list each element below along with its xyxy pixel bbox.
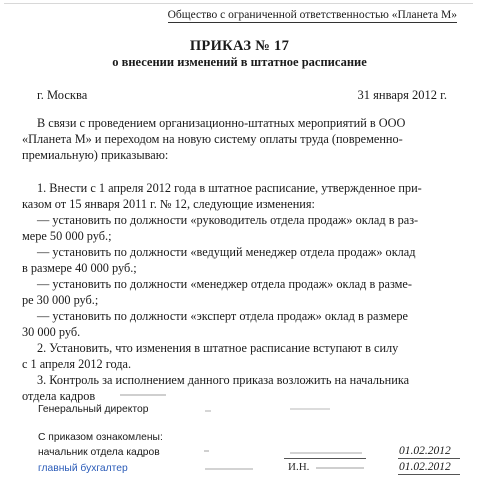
hr-head-label: начальник отдела кадров <box>38 447 160 458</box>
accountant-sign-date: 01.02.2012 <box>399 461 451 473</box>
redacted-name <box>290 408 330 410</box>
director-label: Генеральный директор <box>38 404 149 415</box>
item3-line: 3. Контроль за исполнением данного приказа возложить на начальника <box>37 373 410 387</box>
preamble-line: премиальную) приказываю: <box>22 148 169 162</box>
redacted-name <box>316 467 364 469</box>
organization-header: Общество с ограниченной ответственностью «Планета М» <box>167 9 457 21</box>
accountant-date-underline <box>398 474 460 475</box>
item1-line: — установить по должности «эксперт отдела продаж» оклад в размере <box>37 309 408 323</box>
accountant-initials: И.Н. <box>288 461 310 473</box>
item1-line: казом от 15 января 2011 г. № 12, следующие изменения: <box>22 197 315 211</box>
item2-line: 2. Установить, что изменения в штатное расписание вступают в силу <box>37 341 399 355</box>
redacted-signature <box>204 450 209 452</box>
order-date: 31 января 2012 г. <box>357 88 447 102</box>
acquainted-label: С приказом ознакомлены: <box>38 432 163 443</box>
item1-line: мере 50 000 руб.; <box>22 229 112 243</box>
chief-accountant-label: главный бухгалтер <box>38 463 128 474</box>
redacted-name <box>290 452 362 454</box>
item1-line: ре 30 000 руб.; <box>22 293 99 307</box>
redacted-signature <box>205 468 253 470</box>
item3-line: отдела кадров <box>22 389 96 403</box>
redacted-name <box>120 394 166 396</box>
hr-sign-date: 01.02.2012 <box>399 445 451 457</box>
preamble-line: «Планета М» и переходом на новую систему оплаты труда (повременно- <box>22 132 403 146</box>
order-city: г. Москва <box>37 88 88 102</box>
item1-line: — установить по должности «руководитель отдела продаж» оклад в раз- <box>37 213 419 227</box>
item2-line: с 1 апреля 2012 года. <box>22 357 132 371</box>
order-subtitle: о внесении изменений в штатное расписание <box>112 55 367 69</box>
hr-name-underline <box>284 458 366 459</box>
item1-line: 30 000 руб. <box>22 325 81 339</box>
order-title: ПРИКАЗ № 17 <box>189 38 290 54</box>
item1-line: 1. Внести с 1 апреля 2012 года в штатное расписание, утвержденное при- <box>37 181 422 195</box>
item1-line: в размере 40 000 руб.; <box>22 261 137 275</box>
item1-line: — установить по должности «менеджер отдела продаж» оклад в разме- <box>37 277 412 291</box>
redacted-signature <box>205 410 211 412</box>
preamble-line: В связи с проведением организационно-штатных мероприятий в ООО <box>37 116 406 130</box>
hr-date-underline <box>398 458 460 459</box>
item1-line: — установить по должности «ведущий менеджер отдела продаж» оклад <box>37 245 416 259</box>
